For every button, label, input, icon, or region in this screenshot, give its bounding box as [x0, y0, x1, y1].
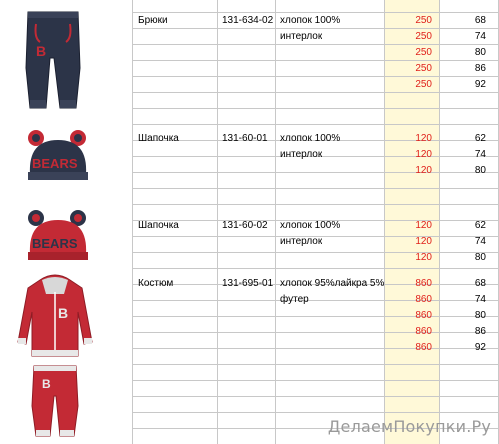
hat-red-text: BEARS	[32, 236, 78, 251]
suit-letter: B	[58, 305, 69, 321]
hat-red-image	[24, 208, 92, 264]
product-material: хлопок 100%	[280, 15, 341, 26]
product-price: 250	[415, 15, 432, 26]
grid-row-line	[133, 412, 499, 413]
product-price: 120	[415, 165, 432, 176]
product-material: хлопок 95%лайкра 5%	[280, 278, 385, 289]
grid-row-line	[133, 108, 499, 109]
product-material: хлопок 100%	[280, 220, 341, 231]
product-price: 250	[415, 31, 432, 42]
product-price: 250	[415, 63, 432, 74]
product-size: 62	[474, 220, 486, 231]
pants-image	[22, 8, 84, 114]
product-price: 120	[415, 252, 432, 263]
product-size: 68	[474, 15, 486, 26]
product-size: 68	[474, 278, 486, 289]
product-size: 74	[474, 31, 486, 42]
pants-letter: B	[36, 43, 47, 59]
hat-navy-image	[24, 128, 92, 184]
grid-row-line	[133, 188, 499, 189]
grid-row-line	[133, 396, 499, 397]
grid-row-line	[133, 268, 499, 269]
hat-navy-text: BEARS	[32, 156, 78, 171]
product-material: хлопок 100%	[280, 133, 341, 144]
product-price: 120	[415, 220, 432, 231]
product-price: 860	[415, 278, 432, 289]
grid-row-line	[133, 76, 499, 77]
grid-row-line	[133, 300, 499, 301]
product-name: Шапочка	[138, 220, 179, 231]
product-price: 120	[415, 133, 432, 144]
product-material: интерлок	[280, 31, 323, 42]
grid-row-line	[133, 348, 499, 349]
product-price: 860	[415, 342, 432, 353]
suit-image	[12, 272, 98, 440]
product-size: 86	[474, 63, 486, 74]
grid-row-line	[133, 172, 499, 173]
grid-row-line	[133, 204, 499, 205]
grid-row-line	[133, 316, 499, 317]
product-size: 74	[474, 294, 486, 305]
product-size: 92	[474, 79, 486, 90]
grid-row-line	[133, 124, 499, 125]
product-code: 131-60-01	[222, 133, 268, 144]
product-price: 860	[415, 326, 432, 337]
grid-row-line	[133, 60, 499, 61]
product-price: 250	[415, 47, 432, 58]
grid-row-line	[133, 332, 499, 333]
grid-column-line	[217, 0, 218, 444]
grid-row-line	[133, 252, 499, 253]
grid-column-line	[132, 0, 133, 444]
product-material: интерлок	[280, 236, 323, 247]
product-code: 131-60-02	[222, 220, 268, 231]
product-size: 74	[474, 149, 486, 160]
product-size: 80	[474, 47, 486, 58]
product-name: Шапочка	[138, 133, 179, 144]
product-size: 74	[474, 236, 486, 247]
product-material: интерлок	[280, 149, 323, 160]
product-size: 80	[474, 310, 486, 321]
product-size: 92	[474, 342, 486, 353]
suit-pants-letter: B	[42, 377, 51, 391]
product-name: Костюм	[138, 278, 174, 289]
grid-column-line	[275, 0, 276, 444]
product-price: 860	[415, 310, 432, 321]
product-size: 80	[474, 252, 486, 263]
product-code: 131-634-02	[222, 15, 274, 26]
product-size: 80	[474, 165, 486, 176]
product-price: 120	[415, 149, 432, 160]
product-price: 860	[415, 294, 432, 305]
grid-row-line	[133, 380, 499, 381]
product-size: 86	[474, 326, 486, 337]
product-size: 62	[474, 133, 486, 144]
product-material: футер	[280, 294, 309, 305]
product-name: Брюки	[138, 15, 168, 26]
product-price: 120	[415, 236, 432, 247]
grid-row-line	[133, 364, 499, 365]
watermark: ДелаемПокупки.Ру	[327, 417, 491, 436]
grid-column-line	[439, 0, 440, 444]
product-code: 131-695-01	[222, 278, 274, 289]
grid-row-line	[133, 92, 499, 93]
product-price: 250	[415, 79, 432, 90]
